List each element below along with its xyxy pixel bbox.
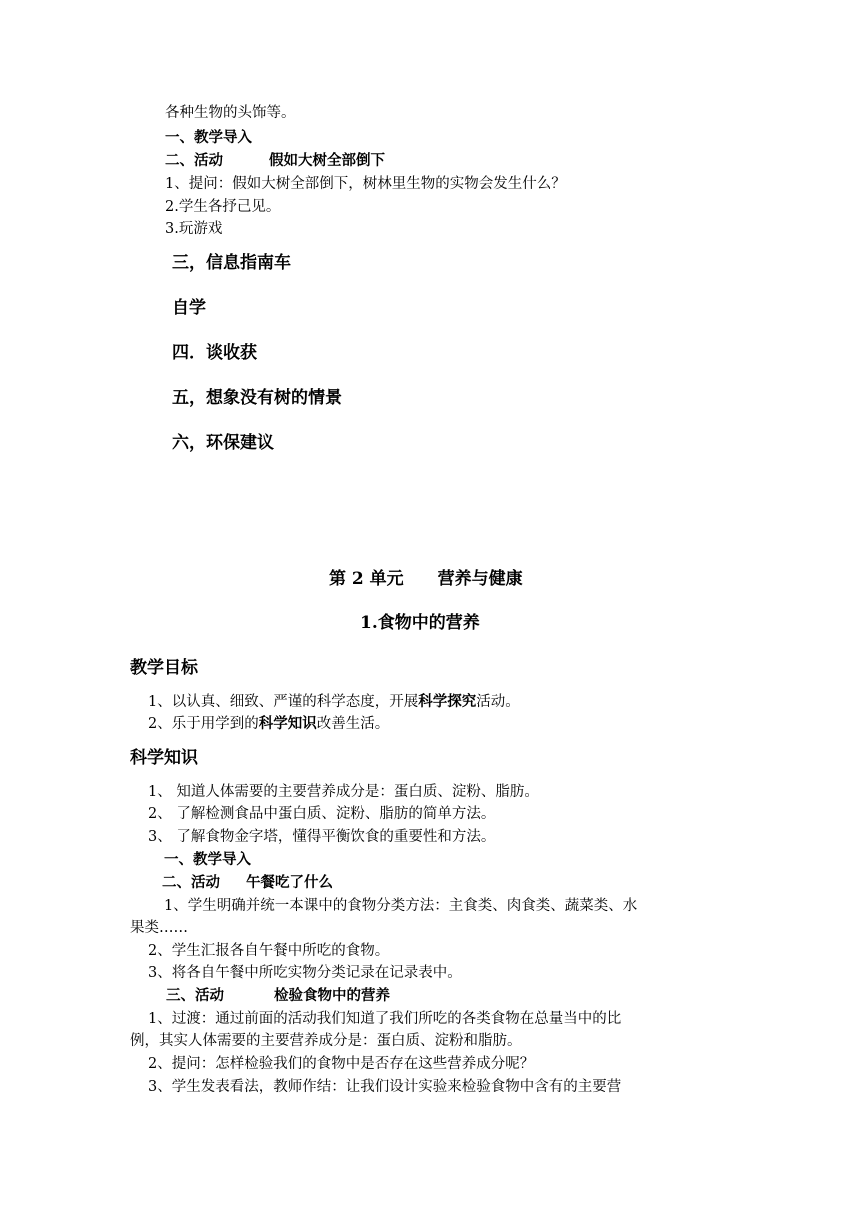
unit-title xyxy=(329,569,523,589)
activity-heading xyxy=(165,151,385,171)
goal-text: 2、乐于用学到的 xyxy=(148,716,259,732)
text-line: 3.玩游戏 xyxy=(165,221,223,237)
activity-heading xyxy=(166,986,390,1006)
text-line: 1、过渡：通过前面的活动我们知道了我们所吃的各类食物在总量当中的比 xyxy=(148,1011,622,1027)
text-line: 2、学生汇报各自午餐中所吃的食物。 xyxy=(148,943,390,959)
unit-name: 营养与健康 xyxy=(437,569,523,589)
text-line: 1、提问：假如大树全部倒下，树林里生物的实物会发生什么？ xyxy=(165,176,566,192)
activity-title: 假如大树全部倒下 xyxy=(269,152,385,169)
activity-heading xyxy=(162,873,333,893)
knowledge-item: 3、 了解食物金字塔，懂得平衡饮食的重要性和方法。 xyxy=(148,829,496,845)
text-line: 2、提问：怎样检验我们的食物中是否存在这些营养成分呢？ xyxy=(148,1056,535,1072)
text-line: 1、学生明确并统一本课中的食物分类方法：主食类、肉食类、蔬菜类、水 xyxy=(164,898,638,914)
text-line: 3、将各自午餐中所吃实物分类记录在记录表中。 xyxy=(148,965,462,981)
section-heading: 一、教学导入 xyxy=(164,851,251,868)
activity-label: 二、活动 xyxy=(162,874,220,891)
section-heading: 五，想象没有树的情景 xyxy=(172,388,342,408)
section-heading: 六，环保建议 xyxy=(172,433,274,453)
activity-title: 午餐吃了什么 xyxy=(246,874,333,891)
section-heading: 自学 xyxy=(172,298,206,318)
activity-title: 检验食物中的营养 xyxy=(274,987,390,1004)
text-line: 例，其实人体需要的主要营养成分是：蛋白质、淀粉和脂肪。 xyxy=(130,1033,522,1049)
goal-emphasis: 科学探究 xyxy=(418,693,477,710)
text-line: 果类…… xyxy=(130,920,188,936)
goal-text: 改善生活。 xyxy=(316,716,390,732)
lesson-title: 1.食物中的营养 xyxy=(360,613,480,633)
activity-label: 三、活动 xyxy=(166,987,224,1004)
text-line: 各种生物的头饰等。 xyxy=(165,105,296,121)
knowledge-item: 2、 了解检测食品中蛋白质、淀粉、脂肪的简单方法。 xyxy=(148,806,496,822)
goal-text: 1、以认真、细致、严谨的科学态度，开展 xyxy=(148,694,419,710)
section-heading: 四．谈收获 xyxy=(172,343,257,363)
knowledge-item: 1、 知道人体需要的主要营养成分是：蛋白质、淀粉、脂肪。 xyxy=(148,784,539,800)
unit-number: 第 2 单元 xyxy=(329,569,404,589)
goal-item xyxy=(148,692,520,712)
section-heading: 三，信息指南车 xyxy=(172,253,291,273)
knowledge-heading: 科学知识 xyxy=(130,748,198,768)
activity-label: 二、活动 xyxy=(165,152,223,169)
section-heading: 一、教学导入 xyxy=(165,129,252,146)
goals-heading: 教学目标 xyxy=(130,658,198,678)
goal-emphasis: 科学知识 xyxy=(258,715,317,732)
text-line: 3、学生发表看法，教师作结：让我们设计实验来检验食物中含有的主要营 xyxy=(148,1079,622,1095)
goal-text: 活动。 xyxy=(476,694,520,710)
goal-item xyxy=(148,714,389,734)
text-line: 2.学生各抒己见。 xyxy=(165,199,281,215)
